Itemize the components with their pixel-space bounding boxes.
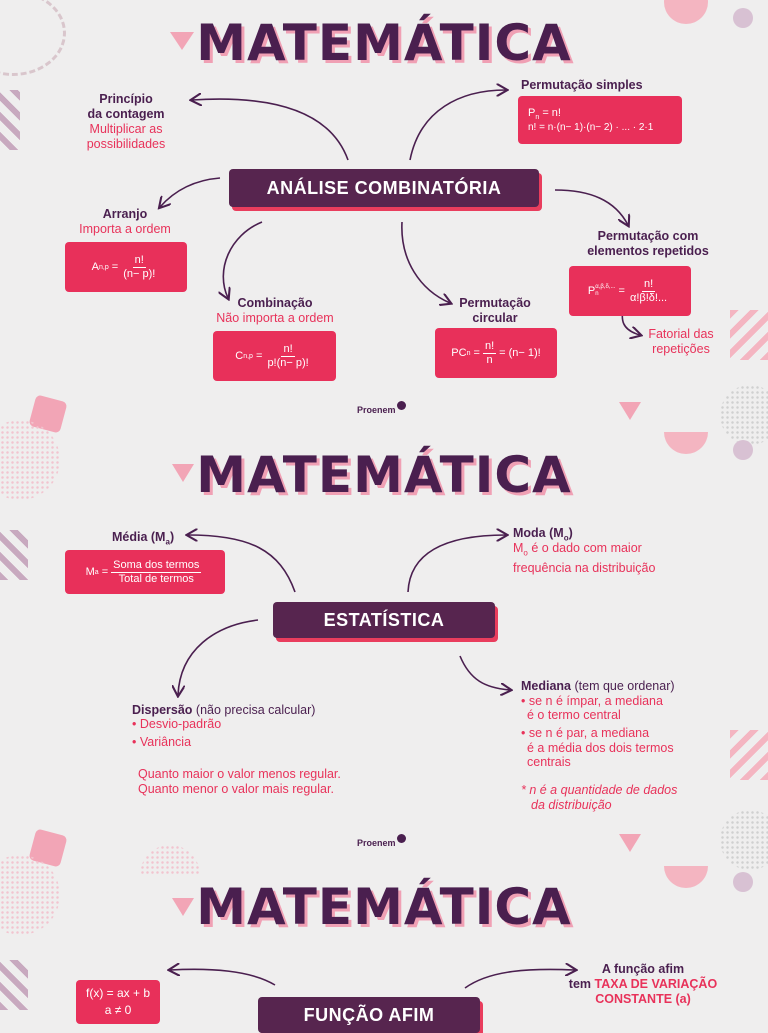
arrow-to-dispersao [178, 620, 258, 695]
combinacao-num: n! [283, 342, 293, 355]
arrow-to-mediana [460, 656, 510, 690]
perm-circular-formula: PC n = $\frac{n!}{n}$ = (n− 1)! [435, 328, 557, 378]
moda-title-text: Moda (M [513, 526, 564, 540]
perm-repetidos-num: n! [643, 277, 654, 290]
afim-desc-l1: A função afim [601, 962, 685, 976]
banner-analise-combinatoria: ANÁLISE COMBINATÓRIA [229, 169, 539, 207]
moda-desc-sub: o [523, 548, 528, 558]
dispersao-paren: (não precisa calcular) [192, 703, 316, 717]
principio-title-l1: Princípio [99, 92, 153, 106]
combinacao-formula: C n,p = $\frac{n!}{p!(n- p)!}$ [213, 331, 336, 381]
banner-estatistica: ESTATÍSTICA [273, 602, 495, 638]
arranjo-formula: A n,p = $\frac{n!}{(n- p)!}$ [65, 242, 187, 292]
arranjo-lhs: A [91, 261, 99, 273]
arrow-to-perm-simples [410, 90, 506, 160]
arrow-to-perm-circular [402, 222, 450, 303]
mediana-b2-l2: é a média dos dois termos [527, 741, 674, 755]
moda-desc-m: M [513, 541, 524, 555]
perm-repetidos-title-l1: Permutação com [597, 229, 699, 243]
principio-title-l2: da contagem [87, 107, 165, 121]
media-sub: a [94, 568, 99, 576]
combinacao-desc: Não importa a ordem [216, 311, 334, 325]
perm-repetidos-lhs: P [587, 285, 596, 297]
moda-title-end: ) [568, 526, 573, 540]
mediana-b2-l3: centrais [527, 755, 571, 769]
perm-circular-sub: n [466, 349, 471, 357]
moda-title-sub: o [563, 533, 569, 543]
mediana-b1-l1: • se n é ímpar, a mediana [521, 694, 663, 708]
afim-desc-l2b: TAXA DE VARIAÇÃO [594, 977, 718, 991]
afim-desc [548, 962, 738, 1007]
afim-desc-l3: CONSTANTE (a) [595, 992, 691, 1006]
dispersao-item2: • Variância [132, 735, 192, 749]
perm-simples-lhs: P [528, 107, 536, 120]
principio-block [66, 92, 186, 152]
brand-logo-2 [357, 834, 406, 848]
media-den: Total de termos [118, 572, 194, 585]
banner-funcao-afim: FUNÇÃO AFIM [258, 997, 480, 1033]
fatorial-note [636, 327, 726, 357]
fatorial-l1: Fatorial das [648, 327, 714, 341]
moda-desc [513, 541, 753, 576]
funcao-afim-formula-l1: f(x) = ax + b [85, 986, 151, 1000]
perm-simples-formula [518, 96, 682, 144]
dispersao-note1: Quanto maior o valor menos regular. [138, 767, 341, 781]
brand-logo-1 [357, 401, 406, 415]
funcao-afim-formula-l2: a ≠ 0 [104, 1003, 132, 1017]
perm-circular-num: n! [484, 339, 495, 352]
media-title-sub: a [165, 537, 170, 547]
section1-title: MATEMÁTICA [196, 14, 572, 72]
afim-desc-l2a: tem [568, 977, 595, 991]
arranjo-sub: n,p [99, 263, 109, 271]
perm-circular-title-l2: circular [472, 311, 518, 325]
fatorial-l2: repetições [652, 342, 710, 356]
perm-circular-title-l1: Permutação [459, 296, 531, 310]
perm-simples-sub: n [535, 114, 540, 122]
perm-repetidos-title-l2: elementos repetidos [587, 244, 709, 258]
brand-icon-1 [397, 401, 406, 410]
moda-desc-l1: é o dado com maior [527, 541, 642, 555]
perm-simples-rhs: = n! [542, 107, 561, 120]
brand-text-1: Proenem [357, 405, 396, 415]
dispersao-title [132, 703, 315, 718]
perm-circular-lhs: PC [451, 347, 467, 359]
arrow-to-perm-repetidos [555, 190, 628, 225]
combinacao-lhs: C [235, 350, 244, 362]
arrow-to-formula [170, 969, 275, 985]
perm-simples-line2: n! = n·(n− 1)·(n− 2) · ... · 2·1 [528, 121, 654, 133]
moda-desc-l2: frequência na distribuição [513, 560, 656, 575]
arrow-to-arranjo [160, 178, 220, 207]
section2-title: MATEMÁTICA [196, 446, 572, 504]
perm-circular-den: n [486, 353, 493, 366]
brand-text-2: Proenem [357, 838, 396, 848]
media-lhs: M [85, 566, 95, 578]
arranjo-den: (n− p)! [123, 267, 156, 280]
media-title-end: ) [169, 530, 175, 544]
perm-circular-title [440, 296, 550, 326]
media-formula: M a = $\frac{\text{Soma dos termos}}{\text{Total de termos}}$ [65, 550, 225, 594]
arrow-to-combinacao [223, 222, 262, 298]
media-title [112, 530, 174, 550]
dispersao-item1: • Desvio-padrão [132, 717, 222, 731]
dispersao-note2: Quanto menor o valor mais regular. [138, 782, 334, 796]
brand-icon-2 [397, 834, 406, 843]
section3-title: MATEMÁTICA [196, 878, 572, 936]
perm-repetidos-den: α!β!δ!... [629, 291, 668, 304]
perm-repetidos-sub: n [595, 291, 599, 297]
combinacao-sub: n,p [243, 352, 253, 360]
perm-repetidos-formula: P α,β,δ,... n = $\frac{n!}{\alpha!\beta!\delta!...}$ [569, 266, 691, 316]
perm-circular-rhs: = (n− 1)! [499, 347, 541, 359]
media-title-text: Média (M [112, 530, 166, 544]
funcao-afim-formula [76, 980, 160, 1024]
mediana-title-text: Mediana [521, 679, 572, 693]
combinacao-den: p!(n− p)! [267, 356, 309, 369]
principio-desc-l1: Multiplicar as [89, 122, 163, 136]
dispersao-title-text: Dispersão [132, 703, 193, 717]
mediana-note2: da distribuição [531, 798, 612, 812]
mediana-b1-l2: é o termo central [527, 708, 621, 722]
perm-repetidos-title [553, 229, 743, 259]
media-num: Soma dos termos [113, 558, 200, 571]
arranjo-num: n! [134, 253, 144, 266]
mediana-paren: (tem que ordenar) [571, 679, 675, 693]
arrow-to-moda [408, 535, 506, 592]
perm-repetidos-sup: α,β,δ,... [595, 284, 616, 290]
mediana-title [521, 679, 675, 694]
mediana-note1: * n é a quantidade de dados [521, 783, 678, 797]
arrow-to-principio [192, 99, 348, 160]
arranjo-title: Arranjo [102, 207, 148, 221]
principio-desc-l2: possibilidades [86, 137, 166, 151]
combinacao-title: Combinação [237, 296, 313, 310]
mediana-b2-l1: • se n é par, a mediana [521, 726, 650, 740]
arranjo-desc: Importa a ordem [79, 222, 171, 236]
perm-simples-title: Permutação simples [521, 78, 643, 92]
